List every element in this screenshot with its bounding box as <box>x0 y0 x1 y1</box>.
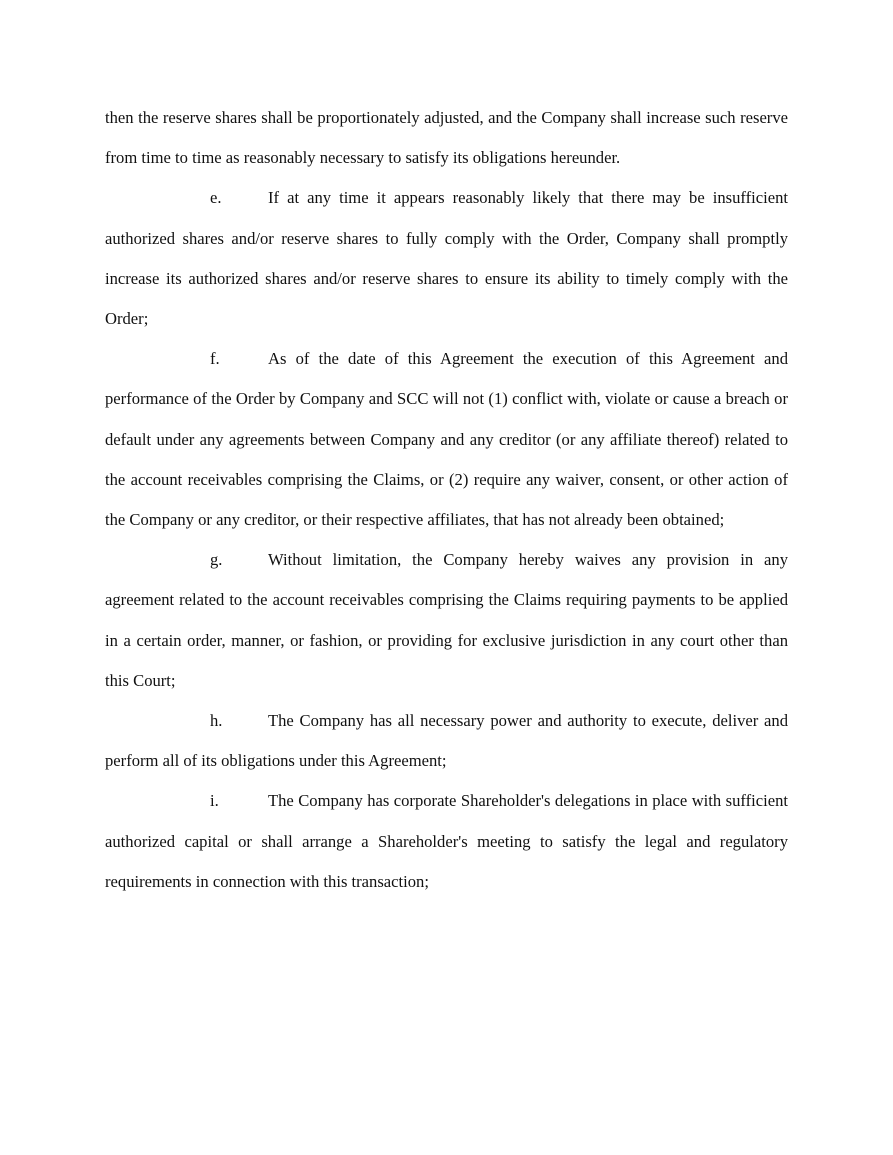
item-i-label: i. <box>210 791 219 811</box>
item-f-label: f. <box>210 349 220 369</box>
item-e-text: If at any time it appears reasonably likely that there may be insufficient authorized shares and/or reserve shares to fully comply with the Order, Company shall promptly increase its authorized shares and/or reserve shares to ensure its ability to timely comply with the Order; <box>105 188 788 329</box>
item-f-paragraph <box>105 339 788 540</box>
item-g-paragraph <box>105 540 788 701</box>
item-g-label: g. <box>210 550 223 570</box>
item-f-text: As of the date of this Agreement the execution of this Agreement and performance of the Order by Company and SCC will not (1) conflict with, violate or cause a breach or default under any agreements between Company and any creditor (or any affiliate thereof) related to the account receivables comprising the Claims, or (2) require any waiver, consent, or other action of the Company or any creditor, or their respective affiliates, that has not already been obtained; <box>105 349 788 530</box>
item-i-text: The Company has corporate Shareholder's delegations in place with sufficient authorized capital or shall arrange a Shareholder's meeting to satisfy the legal and regulatory requirements in connection with this transaction; <box>105 791 788 891</box>
document-page <box>105 98 788 902</box>
item-e-label: e. <box>210 188 222 208</box>
item-h-label: h. <box>210 711 223 731</box>
item-e-paragraph <box>105 178 788 339</box>
item-g-text: Without limitation, the Company hereby waives any provision in any agreement related to the account receivables comprising the Claims requiring payments to be applied in a certain order, manner, or fashion, or providing for exclusive jurisdiction in any court other than this Court; <box>105 550 788 690</box>
item-h-paragraph <box>105 701 788 781</box>
item-h-text: The Company has all necessary power and authority to execute, deliver and perform all of its obligations under this Agreement; <box>105 711 788 771</box>
item-i-paragraph <box>105 781 788 902</box>
continuation-paragraph: then the reserve shares shall be proportionately adjusted, and the Company shall increase such reserve from time to time as reasonably necessary to satisfy its obligations hereunder. <box>105 108 788 168</box>
